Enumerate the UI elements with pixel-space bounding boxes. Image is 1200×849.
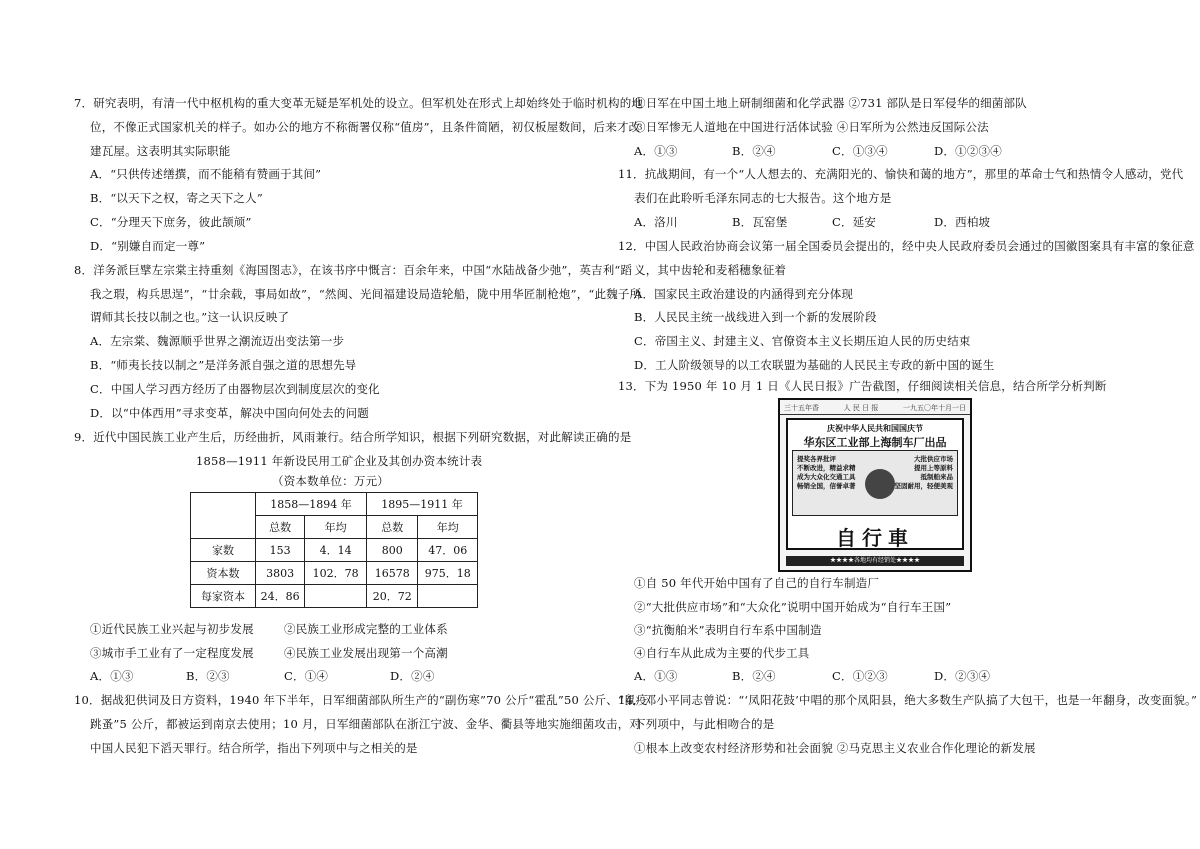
q11-option-d: D．西柏坡 [934, 215, 991, 229]
q13-option-a: A．①③ [634, 669, 678, 683]
newspaper-ad-image [778, 398, 972, 572]
ad-right-line: 抵制舶来品 [920, 473, 953, 481]
table-cell: 3803 [256, 562, 305, 585]
q9-statement-1: ①近代民族工业兴起与初步发展 [90, 622, 254, 636]
ad-right-line: 坚固耐用，轻便美观 [894, 482, 953, 490]
bicycle-emblem-icon [865, 469, 895, 499]
ad-left-line: 不断改进，精益求精 [797, 464, 856, 472]
ad-footer: ★★★★各地均有经销处★★★★ [786, 556, 964, 566]
table-cell: 47．06 [418, 539, 478, 562]
q9-option-d: D．②④ [390, 669, 435, 683]
table-cell: 16578 [367, 562, 418, 585]
table-header-avg: 年均 [418, 516, 478, 539]
q11-option-c: C．延安 [832, 215, 877, 229]
table-cell: 102．78 [305, 562, 367, 585]
q7-option-c: C．“分理天下庶务，彼此颉颃” [90, 215, 252, 229]
q13-statement-2: ②“大批供应市场”和“大众化”说明中国开始成为“自行车王国” [634, 600, 952, 614]
ad-right-line: 提用上等原料 [914, 464, 953, 472]
q13-option-b: B．②④ [732, 669, 776, 683]
table-cell: 20．72 [367, 585, 418, 608]
q13-option-c: C．①②③ [832, 669, 888, 683]
q10-option-b: B．②④ [732, 144, 776, 158]
ad-headline: 自行車 [836, 526, 914, 550]
q11-option-b: B．瓦窑堡 [732, 215, 788, 229]
q9-option-a: A．①③ [90, 669, 134, 683]
q8-stem-line1: 8．洋务派巨擘左宗棠主持重刻《海国图志》，在该书序中慨言：百余年来，中国“水陆战备少弛”，英吉利“蹈 [74, 263, 633, 277]
table-header-period1: 1858—1894 年 [256, 493, 367, 516]
q13-option-d: D．②③④ [934, 669, 991, 683]
table-row [191, 539, 478, 562]
ad-title-1: 庆祝中华人民共和国国庆节 [827, 423, 923, 433]
q9-data-table [190, 492, 478, 608]
q9-stem-line1: 9．近代中国民族工业产生后，历经曲折，风雨兼行。结合所学知识，根据下列研究数据，对此解读正确的是 [74, 430, 632, 444]
q14-stem-line1: 14．邓小平同志曾说：“‘凤阳花鼓’中唱的那个凤阳县，绝大多数生产队搞了大包干，也是一年翻身，改变面貌。” [618, 693, 1198, 707]
q10-stem-line2: 跳蚤”5 公斤，都被运到南京去使用；10 月，日军细菌部队在浙江宁波、金华、衢县等地实施细菌攻击，对 [90, 717, 642, 731]
table-header-total: 总数 [256, 516, 305, 539]
ad-title-2: 华东区工业部上海制车厂出品 [803, 436, 947, 449]
q12-option-d: D．工人阶级领导的以工农联盟为基础的人民民主专政的新中国的诞生 [634, 358, 995, 372]
q11-stem-line2: 表们在此聆听毛泽东同志的七大报告。这个地方是 [634, 191, 892, 205]
table-cell: 4．14 [305, 539, 367, 562]
q9-table-unit: （资本数单位：万元） [272, 474, 389, 488]
q10-option-a: A．①③ [634, 144, 678, 158]
q10-stem-line1: 10．据战犯供词及日方资料，1940 年下半年，日军细菌部队所生产的“副伤寒”70 公斤“霍乱”50 公斤、“鼠疫 [74, 693, 648, 707]
q7-option-a: A．“只供传述缮撰，而不能稍有赞画于其间” [90, 167, 322, 181]
q8-stem-line2: 我之瑕，构兵思逞”，“廿余载，事局如故”，“然闽、光间福建设局造轮船，陇中用华匠制枪炮”，“此魏子所 [90, 287, 642, 301]
q8-stem-line3: 谓师其长技以制之也。”这一认识反映了 [90, 310, 290, 324]
table-header-total: 总数 [367, 516, 418, 539]
table-cell: 975．18 [418, 562, 478, 585]
q9-statement-4: ④民族工业发展出现第一个高潮 [284, 646, 448, 660]
q9-statement-2: ②民族工业形成完整的工业体系 [284, 622, 448, 636]
q7-stem-line2: 位，不像正式国家机关的样子。如办公的地方不称衙署仅称“值房”，且条件简陋，初仅板屋数间，后来才改 [90, 120, 641, 134]
q8-option-b: B．“师夷长技以制之”是洋务派自强之道的思想先导 [90, 358, 357, 372]
q10-statements-3-4: ③日军惨无人道地在中国进行活体试验 ④日军所为公然违反国际公法 [634, 120, 989, 134]
ad-divider [780, 414, 970, 415]
q9-statement-3: ③城市手工业有了一定程度发展 [90, 646, 254, 660]
table-cell [305, 585, 367, 608]
table-header-avg: 年均 [305, 516, 367, 539]
q9-option-c: C．①④ [284, 669, 329, 683]
ad-left-line: 畅销全国，信誉卓著 [797, 482, 856, 490]
q11-stem-line1: 11．抗战期间，有一个“人人想去的、充满阳光的、愉快和蔼的地方”，那里的革命士气和热情令人感动，党代 [618, 167, 1184, 181]
q12-option-c: C．帝国主义、封建主义、官僚资本主义长期压迫人民的历史结束 [634, 334, 971, 348]
ad-right-line: 大批供应市场 [914, 455, 953, 463]
table-row-label: 资本数 [191, 562, 256, 585]
q12-option-b: B．人民民主统一战线进入到一个新的发展阶段 [634, 310, 877, 324]
q12-stem-line1: 12．中国人民政治协商会议第一届全国委员会提出的，经中央人民政府委员会通过的国徽图案具有丰富的象征意 [618, 239, 1195, 253]
table-cell [418, 585, 478, 608]
table-row-label: 每家资本 [191, 585, 256, 608]
q7-stem-line3: 建瓦屋。这表明其实际职能 [90, 144, 231, 158]
q7-stem-line1: 7．研究表明，有清一代中枢机构的重大变革无疑是军机处的设立。但军机处在形式上却始终处于临时机构的地 [74, 96, 644, 110]
ad-header-left: 三十五年香 [784, 404, 819, 412]
table-row-label: 家数 [191, 539, 256, 562]
q10-statements-1-2: ①日军在中国土地上研制细菌和化学武器 ②731 部队是日军侵华的细菌部队 [634, 96, 1027, 110]
q9-option-b: B．②③ [186, 669, 230, 683]
q12-stem-line2: 义，其中齿轮和麦稻穗象征着 [634, 263, 787, 277]
table-cell: 153 [256, 539, 305, 562]
q8-option-d: D．以“中体西用”寻求变革，解决中国向何处去的问题 [90, 406, 369, 420]
q10-option-d: D．①②③④ [934, 144, 1002, 158]
q14-stem-line2: 下列项中，与此相吻合的是 [634, 717, 775, 731]
table-row [191, 562, 478, 585]
ad-left-line: 提奖各界批评 [797, 455, 836, 463]
q10-stem-line3: 中国人民犯下滔天罪行。结合所学，指出下列项中与之相关的是 [90, 741, 418, 755]
ad-frame [786, 418, 964, 550]
q7-option-b: B．“以天下之权，寄之天下之人” [90, 191, 263, 205]
q12-option-a: A．国家民主政治建设的内涵得到充分体现 [634, 287, 854, 301]
q10-option-c: C．①③④ [832, 144, 888, 158]
ad-header [784, 403, 966, 413]
ad-left-text [797, 455, 856, 491]
q13-statement-1: ①自 50 年代开始中国有了自己的自行车制造厂 [634, 576, 880, 590]
table-row [191, 585, 478, 608]
ad-left-line: 成为大众化交通工具 [797, 473, 856, 481]
q7-option-d: D．“别嫌自而定一尊” [90, 239, 206, 253]
ad-header-right: 一九五〇年十月一日 [903, 404, 966, 412]
ad-header-mid: 人 民 日 报 [843, 404, 879, 412]
q8-option-c: C．中国人学习西方经历了由器物层次到制度层次的变化 [90, 382, 380, 396]
q13-statement-3: ③“抗衡舶米”表明自行车系中国制造 [634, 623, 822, 637]
table-cell: 800 [367, 539, 418, 562]
q11-option-a: A．洛川 [634, 215, 678, 229]
q9-table-title: 1858—1911 年新设民用工矿企业及其创办资本统计表 [196, 454, 483, 468]
q14-statements-1-2: ①根本上改变农村经济形势和社会面貌 ②马克思主义农业合作化理论的新发展 [634, 741, 1036, 755]
q8-option-a: A．左宗棠、魏源顺乎世界之潮流迈出变法第一步 [90, 334, 345, 348]
table-cell: 24．86 [256, 585, 305, 608]
table-corner-cell [191, 493, 256, 539]
table-header-period2: 1895—1911 年 [367, 493, 478, 516]
q13-stem-line1: 13．下为 1950 年 10 月 1 日《人民日报》广告截图，仔细阅读相关信息，结合所学分析判断 [618, 379, 1107, 393]
ad-right-text [895, 455, 954, 491]
q13-statement-4: ④自行车从此成为主要的代步工具 [634, 646, 810, 660]
ad-body [792, 450, 958, 516]
